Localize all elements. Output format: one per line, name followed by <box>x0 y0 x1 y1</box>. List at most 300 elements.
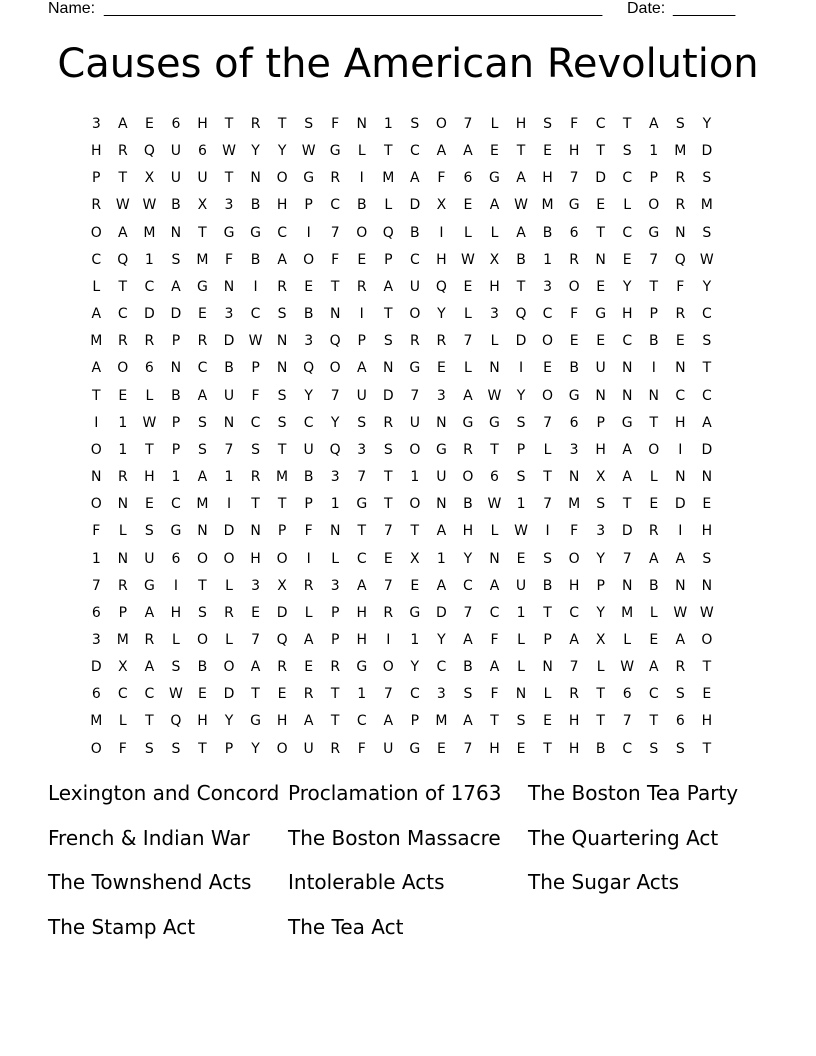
grid-letter: B <box>224 360 234 377</box>
grid-letter: T <box>224 116 234 132</box>
grid-letter: E <box>118 387 128 404</box>
grid-letter: I <box>678 441 683 458</box>
grid-letter: R <box>277 659 287 676</box>
grid-letter: X <box>595 631 606 648</box>
grid-letter: O <box>356 224 368 241</box>
grid-letter: E <box>596 278 606 295</box>
grid-letter: L <box>118 523 127 540</box>
grid-letter: 7 <box>251 631 261 648</box>
grid-letter: D <box>276 604 288 621</box>
grid-letter: E <box>702 686 712 703</box>
grid-letter: P <box>171 333 181 350</box>
grid-letter: I <box>651 360 656 377</box>
grid-letter: T <box>543 469 552 486</box>
grid-letter: L <box>623 197 632 214</box>
grid-letter: U <box>223 387 235 404</box>
grid-letter: 1 <box>171 469 181 486</box>
grid-letter: R <box>117 333 128 350</box>
grid-letter: 7 <box>463 604 473 621</box>
grid-letter: W <box>514 197 528 214</box>
grid-letter: O <box>90 496 102 513</box>
grid-letter: T <box>198 224 207 241</box>
grid-letter: I <box>173 577 178 594</box>
grid-letter: C <box>542 306 553 323</box>
grid-letter: P <box>596 577 605 594</box>
grid-letter: I <box>386 631 391 648</box>
grid-letter: T <box>622 116 632 132</box>
grid-letter: Y <box>516 387 526 404</box>
grid-letter: 3 <box>304 333 314 350</box>
grid-letter: U <box>356 387 367 404</box>
grid-letter: T <box>543 740 552 757</box>
grid-letter: A <box>463 143 473 160</box>
grid-letter: X <box>410 550 420 567</box>
grid-letter: W <box>673 604 688 621</box>
grid-letter: P <box>649 170 658 187</box>
grid-letter: O <box>196 631 208 648</box>
grid-letter: G <box>409 740 421 757</box>
grid-letter: 7 <box>410 387 420 404</box>
grid-letter: Q <box>117 251 129 268</box>
grid-letter: L <box>92 278 101 295</box>
grid-letter: S <box>543 116 553 132</box>
grid-letter: M <box>674 143 687 160</box>
grid-letter: N <box>568 469 580 486</box>
grid-letter: T <box>118 170 128 187</box>
grid-letter: 7 <box>569 170 579 187</box>
grid-letter: 6 <box>91 604 101 621</box>
grid-letter: U <box>303 441 314 458</box>
grid-letter: F <box>570 116 579 132</box>
grid-letter: 6 <box>144 360 154 377</box>
grid-letter: S <box>383 333 393 350</box>
grid-letter: S <box>410 116 420 132</box>
grid-letter: M <box>382 170 395 187</box>
grid-letter: N <box>91 469 102 486</box>
grid-letter: S <box>304 116 314 132</box>
word-list-item: Proclamation of 1763 <box>288 781 502 805</box>
grid-letter: B <box>648 577 659 594</box>
grid-letter: 6 <box>622 686 632 703</box>
grid-letter: C <box>117 686 128 703</box>
grid-letter: P <box>304 496 313 513</box>
grid-letter: M <box>568 496 581 513</box>
grid-letter: H <box>197 713 208 730</box>
grid-letter: A <box>277 251 287 268</box>
grid-letter: S <box>675 740 685 757</box>
grid-letter: S <box>171 251 181 268</box>
grid-letter: 7 <box>91 577 101 594</box>
grid-letter: D <box>701 441 713 458</box>
grid-letter: H <box>542 170 553 187</box>
grid-letter: R <box>648 523 659 540</box>
grid-letter: D <box>701 143 713 160</box>
grid-letter: S <box>622 143 632 160</box>
grid-letter: P <box>171 414 181 431</box>
grid-letter: T <box>702 360 712 377</box>
grid-letter: Y <box>596 604 605 621</box>
grid-letter: T <box>384 469 393 486</box>
grid-letter: P <box>92 170 101 187</box>
grid-letter: 1 <box>383 116 393 132</box>
grid-letter: G <box>621 414 633 431</box>
grid-letter: A <box>197 469 208 486</box>
grid-letter: R <box>303 686 314 703</box>
grid-letter: F <box>251 387 260 404</box>
grid-letter: O <box>462 469 474 486</box>
grid-letter: I <box>678 523 683 540</box>
date-blank-line: _______ <box>673 0 736 17</box>
grid-letter: A <box>622 441 632 458</box>
grid-letter: C <box>701 387 712 404</box>
grid-letter: O <box>648 441 660 458</box>
grid-letter: Y <box>437 631 446 648</box>
grid-letter: H <box>675 414 686 431</box>
word-list-item: The Boston Tea Party <box>528 781 739 805</box>
grid-letter: L <box>517 659 525 676</box>
grid-letter: E <box>436 360 446 377</box>
grid-letter: T <box>251 496 260 513</box>
grid-letter: I <box>439 224 444 241</box>
grid-letter: N <box>675 224 686 241</box>
grid-letter: O <box>117 360 129 377</box>
grid-letter: 3 <box>224 306 234 323</box>
grid-letter: D <box>435 604 447 621</box>
grid-letter: R <box>463 441 473 458</box>
grid-letter: F <box>676 278 685 295</box>
word-list-item: Intolerable Acts <box>288 870 445 894</box>
grid-letter: U <box>436 469 447 486</box>
grid-letter: R <box>277 278 287 295</box>
grid-letter: N <box>436 496 447 513</box>
grid-letter: N <box>515 686 527 703</box>
grid-letter: A <box>303 713 314 730</box>
grid-letter: 1 <box>224 469 234 486</box>
grid-letter: Q <box>435 278 447 295</box>
grid-letter: O <box>329 360 341 377</box>
grid-letter: N <box>489 550 500 567</box>
grid-letter: T <box>596 713 605 730</box>
grid-letter: F <box>92 523 101 540</box>
grid-letter: U <box>409 278 420 295</box>
grid-letter: T <box>596 224 605 241</box>
grid-letter: S <box>463 686 473 703</box>
grid-letter: N <box>675 360 686 377</box>
grid-letter: P <box>251 360 260 377</box>
grid-letter: R <box>224 604 234 621</box>
grid-letter: 1 <box>516 604 526 621</box>
grid-letter: O <box>409 306 421 323</box>
grid-letter: 1 <box>91 550 101 567</box>
grid-letter: S <box>198 414 207 431</box>
grid-letter: W <box>487 496 502 513</box>
grid-letter: 1 <box>516 496 526 513</box>
grid-letter: N <box>489 360 500 377</box>
grid-letter: 7 <box>383 523 393 540</box>
grid-letter: H <box>515 116 527 132</box>
grid-letter: 3 <box>330 469 340 486</box>
grid-letter: P <box>543 631 552 648</box>
grid-letter: T <box>384 496 393 513</box>
grid-letter: N <box>250 523 261 540</box>
grid-letter: T <box>277 116 287 132</box>
grid-letter: A <box>463 631 473 648</box>
grid-letter: N <box>675 577 686 594</box>
grid-letter: A <box>675 550 686 567</box>
grid-letter: O <box>276 550 288 567</box>
grid-letter: R <box>675 306 686 323</box>
grid-letter: A <box>118 224 128 241</box>
grid-letter: A <box>144 604 155 621</box>
word-list-item: Lexington and Concord <box>48 781 280 805</box>
grid-letter: E <box>516 740 526 757</box>
grid-letter: X <box>436 197 447 214</box>
grid-letter: G <box>143 577 155 594</box>
grid-letter: 6 <box>569 414 579 431</box>
grid-letter: F <box>490 631 499 648</box>
grid-letter: A <box>303 631 314 648</box>
grid-letter: P <box>357 333 366 350</box>
grid-letter: A <box>463 387 473 404</box>
grid-letter: T <box>543 604 552 621</box>
grid-letter: A <box>171 278 181 295</box>
grid-letter: F <box>118 740 127 757</box>
grid-letter: R <box>144 631 155 648</box>
grid-letter: P <box>277 523 287 540</box>
grid-letter: M <box>700 197 713 214</box>
grid-letter: 7 <box>383 577 393 594</box>
grid-letter: H <box>144 469 155 486</box>
grid-letter: R <box>303 577 314 594</box>
grid-letter: N <box>595 251 606 268</box>
grid-letter: F <box>304 523 313 540</box>
grid-letter: S <box>702 170 712 187</box>
grid-letter: L <box>464 224 472 241</box>
grid-letter: W <box>461 251 475 268</box>
grid-letter: T <box>596 143 605 160</box>
grid-letter: C <box>409 143 420 160</box>
grid-letter: H <box>568 713 580 730</box>
grid-letter: P <box>330 604 340 621</box>
grid-letter: C <box>622 740 633 757</box>
grid-letter: H <box>701 713 713 730</box>
grid-letter: G <box>329 143 341 160</box>
grid-letter: T <box>702 740 712 757</box>
grid-letter: U <box>515 577 527 594</box>
grid-letter: E <box>410 577 420 594</box>
grid-letter: B <box>171 197 181 214</box>
grid-letter: M <box>621 604 634 621</box>
grid-letter: A <box>91 306 102 323</box>
grid-letter: C <box>303 414 314 431</box>
grid-letter: W <box>620 659 635 676</box>
grid-letter: R <box>436 333 447 350</box>
grid-letter: W <box>514 523 528 540</box>
grid-letter: L <box>464 360 472 377</box>
grid-letter: S <box>198 604 207 621</box>
grid-letter: H <box>276 713 288 730</box>
grid-letter: G <box>356 496 368 513</box>
grid-letter: C <box>250 306 261 323</box>
grid-letter: 3 <box>436 686 446 703</box>
grid-letter: H <box>568 740 580 757</box>
grid-letter: F <box>331 116 340 132</box>
grid-letter: F <box>224 251 234 268</box>
grid-letter: B <box>171 387 181 404</box>
grid-letter: D <box>621 523 633 540</box>
grid-letter: 7 <box>357 469 367 486</box>
grid-letter: N <box>170 224 182 241</box>
grid-letter: M <box>90 333 103 350</box>
grid-letter: F <box>437 170 446 187</box>
grid-letter: C <box>436 659 447 676</box>
grid-letter: 3 <box>569 441 579 458</box>
grid-letter: 7 <box>330 224 340 241</box>
grid-letter: B <box>303 306 314 323</box>
grid-letter: Q <box>276 631 288 648</box>
grid-letter: G <box>595 306 607 323</box>
grid-letter: A <box>648 550 659 567</box>
grid-letter: G <box>197 278 208 295</box>
grid-letter: B <box>250 251 261 268</box>
grid-letter: N <box>621 577 633 594</box>
grid-letter: R <box>569 686 579 703</box>
grid-letter: R <box>117 469 128 486</box>
grid-letter: E <box>543 143 552 160</box>
grid-letter: P <box>410 713 420 730</box>
grid-letter: Y <box>702 116 712 132</box>
grid-letter: B <box>542 224 553 241</box>
grid-letter: R <box>330 659 341 676</box>
grid-letter: P <box>304 197 313 214</box>
grid-letter: H <box>701 523 713 540</box>
grid-letter: 7 <box>543 414 553 431</box>
grid-letter: F <box>570 523 579 540</box>
grid-letter: D <box>223 523 235 540</box>
grid-letter: 7 <box>569 659 579 676</box>
word-list-item: The Quartering Act <box>528 825 719 850</box>
grid-letter: F <box>570 306 579 323</box>
grid-letter: N <box>117 496 129 513</box>
grid-letter: O <box>542 333 554 350</box>
word-list-item: The Sugar Acts <box>528 870 680 894</box>
grid-letter: C <box>197 360 208 377</box>
grid-letter: 7 <box>383 686 393 703</box>
grid-letter: L <box>649 469 658 486</box>
word-list-item: The Boston Massacre <box>288 825 501 850</box>
grid-letter: X <box>197 197 208 214</box>
grid-letter: C <box>330 197 341 214</box>
grid-letter: H <box>489 740 500 757</box>
grid-letter: B <box>648 333 659 350</box>
grid-letter: 6 <box>198 143 207 160</box>
grid-letter: T <box>384 143 393 160</box>
grid-letter: O <box>648 197 660 214</box>
grid-letter: N <box>648 387 659 404</box>
grid-letter: D <box>170 306 182 323</box>
grid-letter: N <box>542 659 553 676</box>
grid-letter: C <box>409 686 420 703</box>
grid-letter: W <box>222 143 236 160</box>
grid-letter: X <box>489 251 500 268</box>
grid-letter: G <box>250 224 261 241</box>
grid-letter: O <box>701 631 713 648</box>
grid-letter: 3 <box>224 197 234 214</box>
grid-letter: M <box>541 197 554 214</box>
grid-letter: P <box>649 306 658 323</box>
grid-letter: Q <box>674 251 686 268</box>
grid-letter: 6 <box>675 713 685 730</box>
grid-letter: N <box>356 116 367 132</box>
grid-letter: C <box>648 686 659 703</box>
grid-letter: I <box>306 224 311 241</box>
grid-letter: N <box>329 523 341 540</box>
grid-letter: X <box>144 170 155 187</box>
grid-letter: A <box>675 631 686 648</box>
grid-letter: E <box>383 550 393 567</box>
grid-letter: R <box>409 333 420 350</box>
grid-letter: E <box>198 686 207 703</box>
grid-letter: R <box>569 251 579 268</box>
grid-letter: U <box>170 170 182 187</box>
grid-letter: D <box>515 333 527 350</box>
grid-letter: H <box>170 604 182 621</box>
grid-letter: I <box>359 170 364 187</box>
grid-letter: T <box>330 278 340 295</box>
grid-letter: C <box>144 278 155 295</box>
grid-letter: O <box>303 251 315 268</box>
grid-letter: S <box>675 686 685 703</box>
name-date-header <box>48 0 748 20</box>
grid-letter: O <box>90 441 102 458</box>
grid-letter: E <box>357 251 367 268</box>
grid-letter: 3 <box>91 116 101 132</box>
grid-letter: A <box>197 387 208 404</box>
grid-letter: O <box>435 116 447 132</box>
grid-letter: H <box>621 306 633 323</box>
grid-letter: C <box>356 713 367 730</box>
grid-letter: A <box>516 170 526 187</box>
grid-letter: Y <box>224 713 234 730</box>
grid-letter: W <box>487 387 502 404</box>
grid-letter: G <box>303 170 315 187</box>
grid-letter: C <box>622 224 633 241</box>
grid-letter: C <box>277 224 287 241</box>
grid-letter: T <box>490 441 499 458</box>
grid-letter: P <box>596 414 605 431</box>
grid-letter: E <box>463 197 473 214</box>
grid-letter: O <box>90 740 102 757</box>
grid-letter: B <box>410 224 420 241</box>
grid-letter: M <box>435 713 448 730</box>
grid-letter: C <box>463 577 473 594</box>
grid-letter: H <box>250 550 261 567</box>
grid-letter: W <box>301 143 316 160</box>
grid-letter: G <box>568 197 580 214</box>
grid-letter: O <box>90 224 102 241</box>
grid-letter: G <box>250 713 261 730</box>
grid-letter: T <box>596 686 605 703</box>
grid-letter: M <box>116 631 129 648</box>
grid-letter: N <box>276 333 288 350</box>
grid-letter: A <box>356 577 367 594</box>
grid-letter: M <box>196 496 209 513</box>
grid-letter: H <box>356 631 367 648</box>
grid-letter: U <box>197 170 208 187</box>
grid-letter: N <box>329 306 341 323</box>
grid-letter: H <box>595 441 606 458</box>
grid-letter: N <box>170 360 182 377</box>
